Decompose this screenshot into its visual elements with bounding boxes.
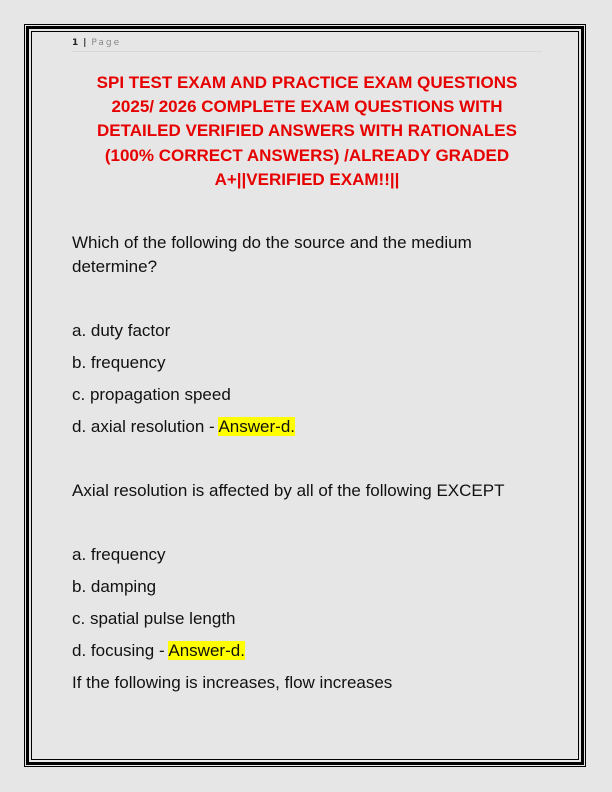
page-label: Page — [91, 38, 122, 48]
option-text: d. focusing - — [72, 641, 169, 660]
question-2-option-a: a. frequency — [72, 545, 166, 564]
question-1-option-b: b. frequency — [72, 353, 166, 372]
question-1-prompt-line1: Which of the following do the source and the medium — [72, 233, 472, 252]
title-line: 2025/ 2026 COMPLETE EXAM QUESTIONS WITH — [111, 97, 503, 117]
question-1-prompt-line2: determine? — [72, 257, 158, 276]
question-1-option-a: a. duty factor — [72, 321, 171, 340]
answer-highlight: Answer-d. — [168, 641, 245, 660]
title-line: DETAILED VERIFIED ANSWERS WITH RATIONALES — [97, 121, 517, 141]
question-2-option-d — [72, 639, 552, 663]
question-1-option-d — [72, 415, 552, 439]
question-2-option-c: c. spatial pulse length — [72, 609, 236, 628]
answer-highlight: Answer-d. — [218, 417, 295, 436]
question-2-prompt: Axial resolution is affected by all of the following EXCEPT — [72, 481, 505, 500]
title-line: (100% CORRECT ANSWERS) /ALREADY GRADED — [104, 145, 510, 165]
page-separator: | — [83, 38, 87, 48]
page-header — [72, 36, 542, 52]
question-2-option-b: b. damping — [72, 577, 157, 596]
title-line: SPI TEST EXAM AND PRACTICE EXAM QUESTIONS — [96, 73, 518, 92]
question-3-prompt: If the following is increases, flow increases — [72, 673, 393, 692]
option-text: d. axial resolution - — [72, 417, 219, 436]
document-title — [72, 71, 542, 192]
question-1-option-c: c. propagation speed — [72, 385, 231, 404]
page-number: 1 — [72, 38, 79, 48]
title-line: A+||VERIFIED EXAM!!|| — [214, 169, 400, 189]
